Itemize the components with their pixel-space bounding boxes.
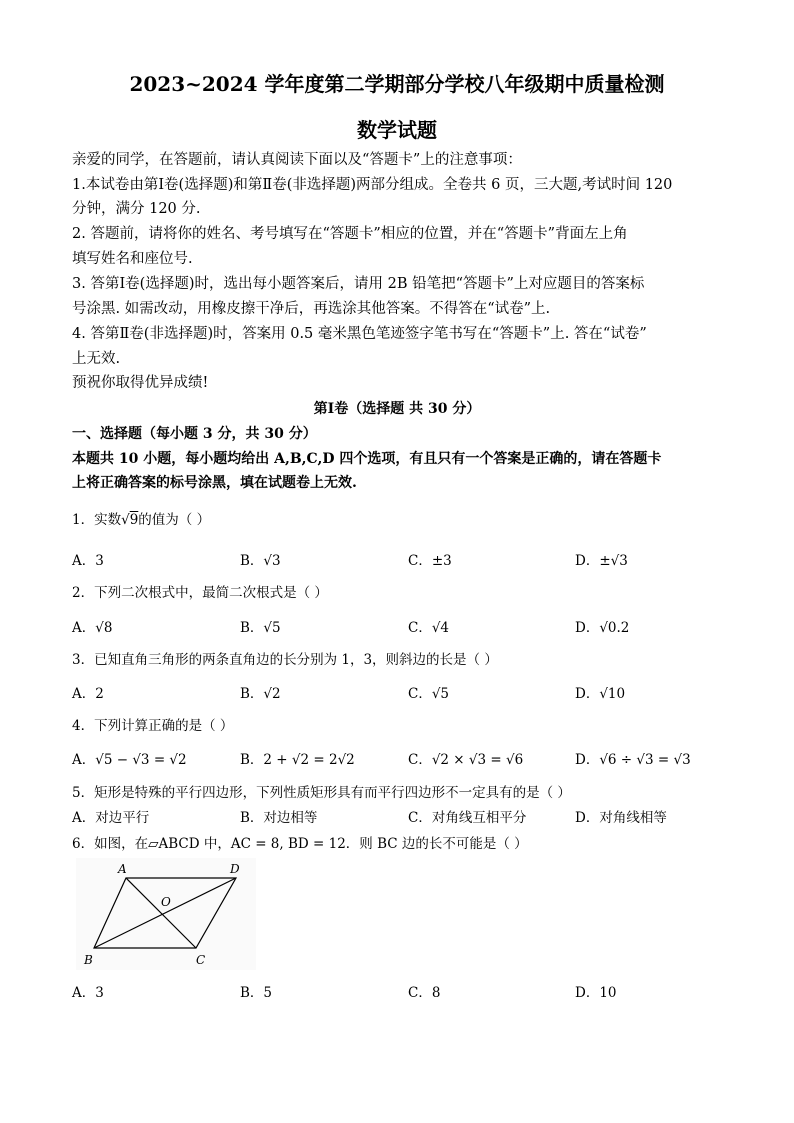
question-1-stem: 1．实数√9的值为（ ）	[72, 512, 211, 528]
note-1-line-2: 分钟，满分 120 分.	[72, 201, 201, 217]
part-instruction-line-2: 上将正确答案的标号涂黑，填在试题卷上无效.	[72, 475, 357, 491]
question-2-stem: 2．下列二次根式中，最简二次根式是（ ）	[72, 585, 328, 601]
sqrt-symbol: √	[121, 512, 130, 528]
q3-option-b[interactable]: B．√2	[240, 686, 281, 702]
q3-option-a[interactable]: A．2	[72, 686, 104, 702]
label-a: A	[118, 862, 127, 876]
q1-option-b[interactable]: B．√3	[240, 553, 281, 569]
note-3-line-2: 号涂黑. 如需改动，用橡皮擦干净后，再选涂其他答案。不得答在“试卷”上.	[72, 301, 551, 317]
question-4-stem: 4．下列计算正确的是（ ）	[72, 718, 234, 734]
q4-option-c[interactable]: C．√2 × √3 = √6	[408, 752, 524, 768]
good-luck-line: 预祝你取得优异成绩!	[72, 375, 209, 391]
q1-option-a[interactable]: A．3	[72, 553, 104, 569]
note-1-line-1: 1.本试卷由第Ⅰ卷(选择题)和第Ⅱ卷(非选择题)两部分组成。全卷共 6 页，三大题,考试时间 120	[72, 177, 673, 193]
q6-option-c[interactable]: C．8	[408, 985, 441, 1001]
q3-option-d[interactable]: D．√10	[575, 686, 626, 702]
q1-option-c[interactable]: C．±3	[408, 553, 452, 569]
q4-option-a[interactable]: A．√5 − √3 = √2	[72, 752, 187, 768]
q6-option-b[interactable]: B．5	[240, 985, 273, 1001]
q5-option-a[interactable]: A．对边平行	[72, 810, 150, 826]
part-heading: 一、选择题（每小题 3 分，共 30 分）	[72, 426, 317, 442]
q5-option-c[interactable]: C．对角线互相平分	[408, 810, 527, 826]
q5-option-b[interactable]: B．对边相等	[240, 810, 318, 826]
section-heading: 第Ⅰ卷（选择题 共 30 分）	[313, 401, 481, 417]
question-6-stem: 6．如图，在▱ABCD 中，AC = 8, BD = 12．则 BC 边的长不可能是（ ）	[72, 836, 528, 852]
q2-option-a[interactable]: A．√8	[72, 620, 113, 636]
exam-title: 2023~2024 学年度第二学期部分学校八年级期中质量检测	[129, 72, 665, 96]
q3-option-c[interactable]: C．√5	[408, 686, 450, 702]
note-4-line-1: 4. 答第Ⅱ卷(非选择题)时，答案用 0.5 毫米黑色笔迹签字笔书写在“答题卡”上. 答在“试卷”	[72, 326, 647, 342]
label-c: C	[196, 953, 206, 967]
notes-intro: 亲爱的同学，在答题前，请认真阅读下面以及“答题卡”上的注意事项：	[72, 152, 522, 168]
q2-option-d[interactable]: D．√0.2	[575, 620, 630, 636]
q4-option-b[interactable]: B．2 + √2 = 2√2	[240, 752, 355, 768]
note-3-line-1: 3. 答第Ⅰ卷(选择题)时，选出每小题答案后，请用 2B 铅笔把“答题卡”上对应题目的答案标	[72, 276, 645, 292]
parallelogram-figure	[76, 858, 256, 970]
question-3-stem: 3．已知直角三角形的两条直角边的长分别为 1，3，则斜边的长是（ ）	[72, 652, 498, 668]
q4-option-d[interactable]: D．√6 ÷ √3 = √3	[575, 752, 691, 768]
exam-subtitle: 数学试题	[357, 118, 437, 142]
label-b: B	[84, 953, 93, 967]
note-4-line-2: 上无效.	[72, 351, 121, 367]
question-5-stem: 5．矩形是特殊的平行四边形，下列性质矩形具有而平行四边形不一定具有的是（ ）	[72, 785, 571, 801]
q2-option-b[interactable]: B．√5	[240, 620, 281, 636]
part-instruction-line-1: 本题共 10 小题，每小题均给出 A,B,C,D 四个选项，有且只有一个答案是正确的，请在答题卡	[72, 451, 662, 467]
q2-option-c[interactable]: C．√4	[408, 620, 450, 636]
q5-option-d[interactable]: D．对角线相等	[575, 810, 667, 826]
note-2-line-1: 2. 答题前，请将你的姓名、考号填写在“答题卡”相应的位置，并在“答题卡”背面左上角	[72, 226, 628, 242]
note-2-line-2: 填写姓名和座位号.	[72, 251, 193, 267]
label-o: O	[161, 895, 171, 909]
q6-option-a[interactable]: A．3	[72, 985, 104, 1001]
q6-option-d[interactable]: D．10	[575, 985, 617, 1001]
label-d: D	[230, 862, 240, 876]
q1-option-d[interactable]: D．±√3	[575, 553, 628, 569]
